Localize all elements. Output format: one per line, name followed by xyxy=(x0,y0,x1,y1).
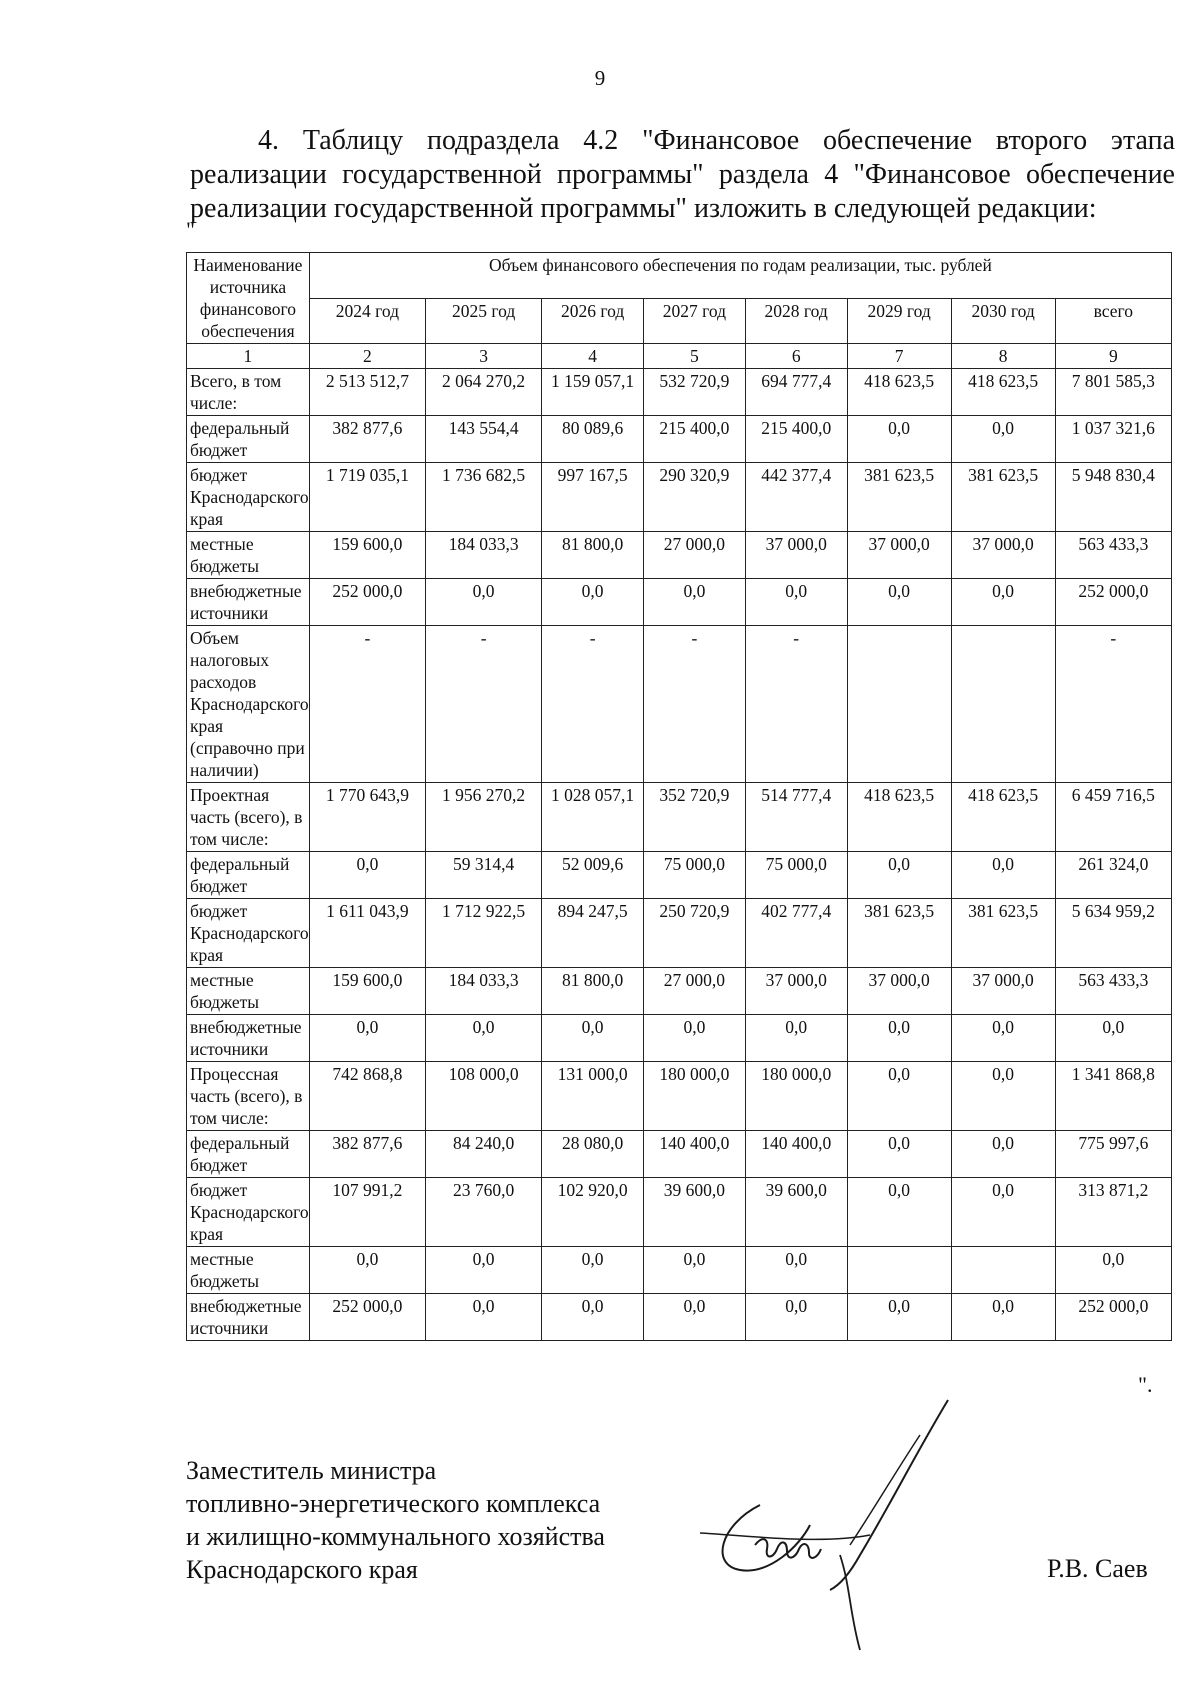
table-cell: 143 554,4 xyxy=(426,416,542,463)
table-cell: 5 634 959,2 xyxy=(1055,899,1171,968)
header-year: 2028 год xyxy=(745,298,847,344)
table-cell: - xyxy=(426,626,542,783)
table-cell: 37 000,0 xyxy=(847,968,951,1015)
table-cell: 37 000,0 xyxy=(745,532,847,579)
table-cell: 563 433,3 xyxy=(1055,968,1171,1015)
table-cell: 1 770 643,9 xyxy=(309,783,425,852)
column-number: 6 xyxy=(745,344,847,369)
table-cell: 75 000,0 xyxy=(644,852,746,899)
table-cell: 81 800,0 xyxy=(542,532,644,579)
table-cell xyxy=(951,626,1055,783)
table-cell: 0,0 xyxy=(426,1294,542,1341)
table-cell: 28 080,0 xyxy=(542,1131,644,1178)
table-cell: 381 623,5 xyxy=(847,463,951,532)
table-cell: 352 720,9 xyxy=(644,783,746,852)
table-cell: 514 777,4 xyxy=(745,783,847,852)
table-cell: 7 801 585,3 xyxy=(1055,369,1171,416)
table-row xyxy=(187,783,1172,852)
table-cell: 0,0 xyxy=(542,1294,644,1341)
row-source-name: федеральный бюджет xyxy=(187,1131,310,1178)
table-row xyxy=(187,579,1172,626)
table-cell: 252 000,0 xyxy=(1055,579,1171,626)
table-cell: 1 719 035,1 xyxy=(309,463,425,532)
table-cell: 0,0 xyxy=(644,1015,746,1062)
table-cell: 159 600,0 xyxy=(309,532,425,579)
column-number: 7 xyxy=(847,344,951,369)
table-row xyxy=(187,626,1172,783)
table-cell: 75 000,0 xyxy=(745,852,847,899)
row-source-name: бюджет Краснодарского края xyxy=(187,463,310,532)
table-row xyxy=(187,1131,1172,1178)
table-cell: 313 871,2 xyxy=(1055,1178,1171,1247)
table-cell: 0,0 xyxy=(847,1015,951,1062)
table-cell: 0,0 xyxy=(847,416,951,463)
table-cell: 252 000,0 xyxy=(1055,1294,1171,1341)
table-cell: 0,0 xyxy=(951,1015,1055,1062)
table-cell: 0,0 xyxy=(847,579,951,626)
table-cell: 742 868,8 xyxy=(309,1062,425,1131)
table-cell: 39 600,0 xyxy=(644,1178,746,1247)
table-cell: 0,0 xyxy=(426,579,542,626)
table-cell: 27 000,0 xyxy=(644,968,746,1015)
table-cell: 0,0 xyxy=(426,1015,542,1062)
table-cell: 418 623,5 xyxy=(951,783,1055,852)
table-cell: 37 000,0 xyxy=(951,532,1055,579)
page-number: 9 xyxy=(594,66,606,90)
table-cell: 0,0 xyxy=(309,852,425,899)
table-cell: 0,0 xyxy=(309,1015,425,1062)
table-cell: 215 400,0 xyxy=(644,416,746,463)
table-cell: 81 800,0 xyxy=(542,968,644,1015)
table-row xyxy=(187,1247,1172,1294)
table-cell: 159 600,0 xyxy=(309,968,425,1015)
header-year: 2025 год xyxy=(426,298,542,344)
column-number: 9 xyxy=(1055,344,1171,369)
table-cell: 0,0 xyxy=(745,1294,847,1341)
table-cell: 0,0 xyxy=(951,1131,1055,1178)
row-source-name: внебюджетные источники xyxy=(187,1015,310,1062)
table-row xyxy=(187,899,1172,968)
table-cell: 0,0 xyxy=(542,579,644,626)
table-cell: 0,0 xyxy=(951,579,1055,626)
table-cell: 108 000,0 xyxy=(426,1062,542,1131)
table-cell: 131 000,0 xyxy=(542,1062,644,1131)
table-cell: 23 760,0 xyxy=(426,1178,542,1247)
table-cell: 0,0 xyxy=(847,1178,951,1247)
table-cell: 0,0 xyxy=(951,1178,1055,1247)
row-source-name: внебюджетные источники xyxy=(187,1294,310,1341)
table-cell: 442 377,4 xyxy=(745,463,847,532)
signature-block xyxy=(186,1454,605,1586)
table-cell: 997 167,5 xyxy=(542,463,644,532)
table-cell xyxy=(951,1247,1055,1294)
table-cell: 1 712 922,5 xyxy=(426,899,542,968)
intro-paragraph: 4. Таблицу подраздела 4.2 "Финансовое обеспечение второго этапа реализации государственной программы" раздела 4 "Финансовое обеспечение реализации государственной программы" изложить в следующей редакции: xyxy=(190,125,1175,224)
table-cell: 563 433,3 xyxy=(1055,532,1171,579)
table-cell: 0,0 xyxy=(542,1247,644,1294)
table-cell: 0,0 xyxy=(542,1015,644,1062)
table-row xyxy=(187,1178,1172,1247)
table-cell: 0,0 xyxy=(426,1247,542,1294)
row-source-name: местные бюджеты xyxy=(187,1247,310,1294)
row-source-name: Объем налоговых расходов Краснодарского края (справочно при наличии) xyxy=(187,626,310,783)
table-cell: 418 623,5 xyxy=(847,369,951,416)
table-cell: 0,0 xyxy=(847,1294,951,1341)
signer-position-line: Заместитель министра xyxy=(186,1456,437,1485)
table-cell: 894 247,5 xyxy=(542,899,644,968)
table-cell: 1 611 043,9 xyxy=(309,899,425,968)
table-cell: 0,0 xyxy=(1055,1015,1171,1062)
table-cell: 252 000,0 xyxy=(309,579,425,626)
table-cell: 59 314,4 xyxy=(426,852,542,899)
table-cell: 6 459 716,5 xyxy=(1055,783,1171,852)
table-cell: 0,0 xyxy=(745,1015,847,1062)
table-cell: 27 000,0 xyxy=(644,532,746,579)
row-source-name: Процессная часть (всего), в том числе: xyxy=(187,1062,310,1131)
table-cell: 0,0 xyxy=(309,1247,425,1294)
table-cell: 0,0 xyxy=(951,852,1055,899)
header-source-name: Наименование источника финансового обеспечения xyxy=(187,253,310,344)
table-cell: 180 000,0 xyxy=(745,1062,847,1131)
table-cell: 2 064 270,2 xyxy=(426,369,542,416)
financing-table xyxy=(186,252,1172,1341)
table-cell: 1 028 057,1 xyxy=(542,783,644,852)
table-cell: 52 009,6 xyxy=(542,852,644,899)
table-cell: 382 877,6 xyxy=(309,1131,425,1178)
table-cell: 1 736 682,5 xyxy=(426,463,542,532)
column-number: 4 xyxy=(542,344,644,369)
table-cell: 2 513 512,7 xyxy=(309,369,425,416)
table-cell: 402 777,4 xyxy=(745,899,847,968)
table-cell: - xyxy=(745,626,847,783)
table-cell: 102 920,0 xyxy=(542,1178,644,1247)
table-row xyxy=(187,369,1172,416)
table-cell: 80 089,6 xyxy=(542,416,644,463)
table-cell: 418 623,5 xyxy=(951,369,1055,416)
signer-position-line: топливно-энергетического комплекса xyxy=(186,1489,601,1518)
table-cell: 1 037 321,6 xyxy=(1055,416,1171,463)
table-cell: 694 777,4 xyxy=(745,369,847,416)
table-cell: 140 400,0 xyxy=(644,1131,746,1178)
table-cell: 1 341 868,8 xyxy=(1055,1062,1171,1131)
table-row xyxy=(187,1294,1172,1341)
header-year: 2027 год xyxy=(644,298,746,344)
column-number: 1 xyxy=(187,344,310,369)
table-cell: 0,0 xyxy=(847,852,951,899)
row-source-name: местные бюджеты xyxy=(187,968,310,1015)
table-cell: 140 400,0 xyxy=(745,1131,847,1178)
table-cell: 0,0 xyxy=(745,579,847,626)
row-source-name: федеральный бюджет xyxy=(187,416,310,463)
table-cell: - xyxy=(644,626,746,783)
table-cell: 0,0 xyxy=(644,1294,746,1341)
table-cell: 0,0 xyxy=(951,1294,1055,1341)
header-year: 2029 год xyxy=(847,298,951,344)
table-cell: 37 000,0 xyxy=(951,968,1055,1015)
column-number: 3 xyxy=(426,344,542,369)
table-cell: 0,0 xyxy=(745,1247,847,1294)
table-cell: - xyxy=(309,626,425,783)
column-number: 5 xyxy=(644,344,746,369)
table-cell: - xyxy=(1055,626,1171,783)
table-cell: 0,0 xyxy=(644,579,746,626)
row-source-name: федеральный бюджет xyxy=(187,852,310,899)
row-source-name: Всего, в том числе: xyxy=(187,369,310,416)
header-year: 2026 год xyxy=(542,298,644,344)
table-cell: 1 159 057,1 xyxy=(542,369,644,416)
table-cell: 418 623,5 xyxy=(847,783,951,852)
close-quote: ". xyxy=(1138,1372,1153,1397)
row-source-name: бюджет Краснодарского края xyxy=(187,899,310,968)
table-cell: 184 033,3 xyxy=(426,532,542,579)
table-cell xyxy=(847,626,951,783)
table-cell: 37 000,0 xyxy=(745,968,847,1015)
open-quote: " xyxy=(186,217,195,242)
table-cell: 0,0 xyxy=(847,1062,951,1131)
table-cell: 107 991,2 xyxy=(309,1178,425,1247)
table-cell: 84 240,0 xyxy=(426,1131,542,1178)
table-cell: 39 600,0 xyxy=(745,1178,847,1247)
table-cell: 250 720,9 xyxy=(644,899,746,968)
column-number: 2 xyxy=(309,344,425,369)
table-cell: 0,0 xyxy=(951,1062,1055,1131)
table-row xyxy=(187,968,1172,1015)
table-cell xyxy=(847,1247,951,1294)
signer-position-line: и жилищно-коммунального хозяйства xyxy=(186,1522,605,1551)
table-cell: 0,0 xyxy=(847,1131,951,1178)
table-row xyxy=(187,416,1172,463)
table-cell: 261 324,0 xyxy=(1055,852,1171,899)
row-source-name: бюджет Краснодарского края xyxy=(187,1178,310,1247)
table-cell: - xyxy=(542,626,644,783)
table-cell: 381 623,5 xyxy=(951,899,1055,968)
table-row xyxy=(187,463,1172,532)
table-row xyxy=(187,852,1172,899)
table-cell: 5 948 830,4 xyxy=(1055,463,1171,532)
header-group: Объем финансового обеспечения по годам реализации, тыс. рублей xyxy=(309,253,1171,299)
column-number: 8 xyxy=(951,344,1055,369)
table-cell: 0,0 xyxy=(1055,1247,1171,1294)
signer-position-line: Краснодарского края xyxy=(186,1555,418,1584)
row-source-name: местные бюджеты xyxy=(187,532,310,579)
table-cell: 0,0 xyxy=(644,1247,746,1294)
handwritten-signature xyxy=(700,1395,970,1655)
table-row xyxy=(187,532,1172,579)
table-cell: 37 000,0 xyxy=(847,532,951,579)
table-cell: 381 623,5 xyxy=(847,899,951,968)
header-total: всего xyxy=(1055,298,1171,344)
table-cell: 532 720,9 xyxy=(644,369,746,416)
table-body xyxy=(187,369,1172,1341)
signer-name: Р.В. Саев xyxy=(1047,1554,1148,1583)
table-cell: 252 000,0 xyxy=(309,1294,425,1341)
table-cell: 382 877,6 xyxy=(309,416,425,463)
row-source-name: внебюджетные источники xyxy=(187,579,310,626)
table-cell: 381 623,5 xyxy=(951,463,1055,532)
header-year: 2030 год xyxy=(951,298,1055,344)
row-source-name: Проектная часть (всего), в том числе: xyxy=(187,783,310,852)
table-cell: 0,0 xyxy=(951,416,1055,463)
table-cell: 180 000,0 xyxy=(644,1062,746,1131)
table-cell: 184 033,3 xyxy=(426,968,542,1015)
table-cell: 215 400,0 xyxy=(745,416,847,463)
header-year: 2024 год xyxy=(309,298,425,344)
table-cell: 775 997,6 xyxy=(1055,1131,1171,1178)
table-cell: 290 320,9 xyxy=(644,463,746,532)
table-cell: 1 956 270,2 xyxy=(426,783,542,852)
table-row xyxy=(187,1062,1172,1131)
table-row xyxy=(187,1015,1172,1062)
